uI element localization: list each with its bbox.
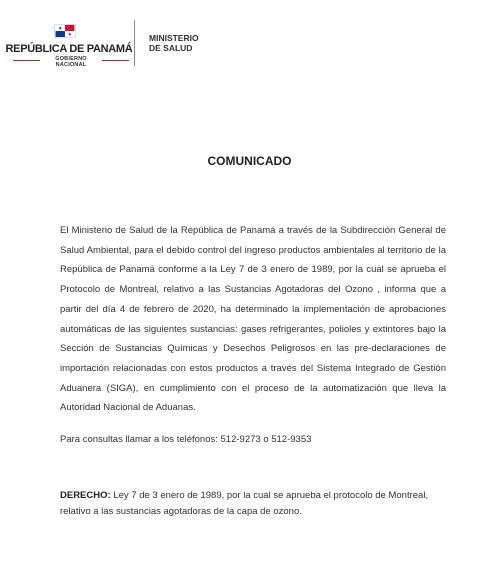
ministry-line-1: MINISTERIO xyxy=(149,33,199,43)
legal-text: Ley 7 de 3 enero de 1989, por la cual se aprueba el protocolo de Montreal, relativo a las sustancias agotadoras de la capa de ozono. xyxy=(60,490,429,517)
ministry-name xyxy=(149,33,199,53)
document-title: COMUNICADO xyxy=(207,154,292,168)
panama-flag-icon xyxy=(54,24,76,38)
republic-name: REPÚBLICA DE PANAMÁ xyxy=(5,43,133,55)
government-name: GOBIERNO NACIONAL xyxy=(40,56,102,68)
legal-label: DERECHO: xyxy=(60,490,111,501)
contact-phones: Para consultas llamar a los teléfonos: 512-9273 o 512-9353 xyxy=(60,434,312,445)
header-vertical-divider xyxy=(134,20,135,66)
ministry-line-2: DE SALUD xyxy=(149,43,193,53)
legal-basis xyxy=(60,488,446,520)
letterhead xyxy=(0,0,499,80)
document-body: El Ministerio de Salud de la República de Panamá a través de la Subdirección General de Salud Ambiental, para el debido control del ingreso productos ambientales al territorio de la República de Panamá conforme a la Ley 7 de 3 enero de 1989, por la cual se aprueba el Protocolo de Montreal, relativo a las Sustancias Agotadoras del Ozono , informa que a partir del día 4 de febrero de 2020, ha determinado la implementación de aprobaciones automáticas de las siguientes sustancias: gases refrigerantes, polioles y extintores bajo la Sección de Sustancias Químicas y Desechos Peligrosos en las pre-declaraciones de importación relacionadas con estos productos a través del Sistema Integrado de Gestión Aduanera (SIGA), en cumplimiento con el proceso de la automatización que lleva la Autoridad Nacional de Aduanas. xyxy=(60,225,446,414)
